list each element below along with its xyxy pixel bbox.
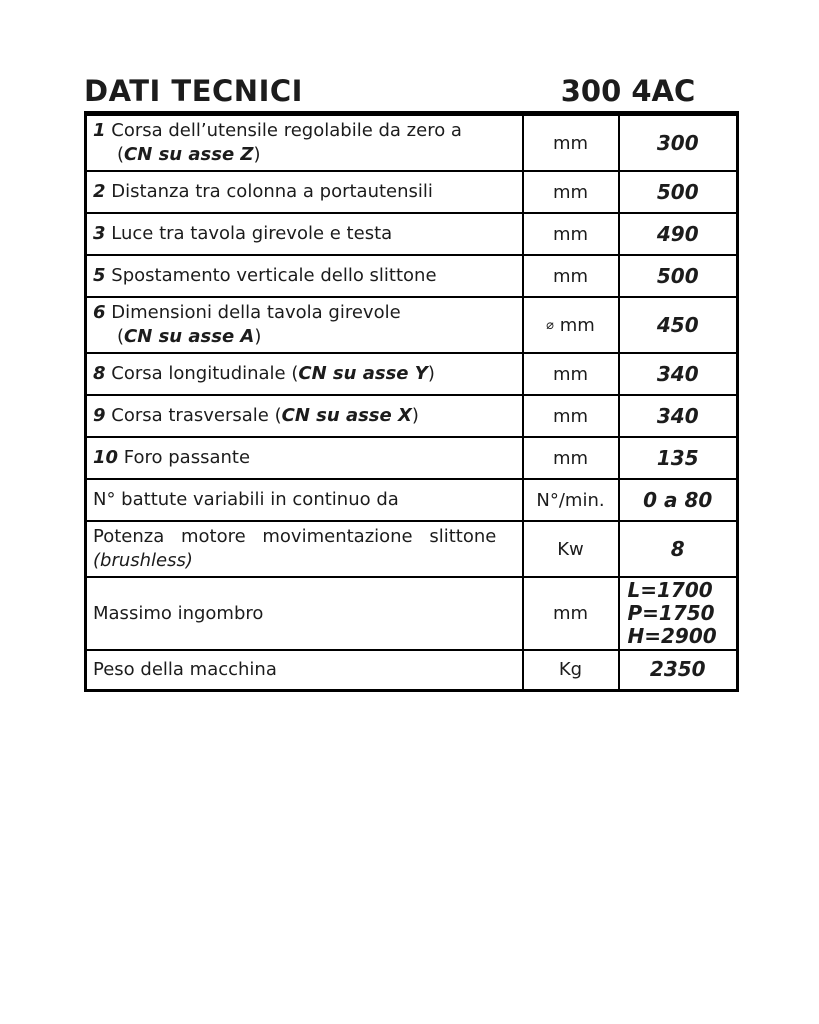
value-cell: 8 bbox=[619, 521, 738, 577]
table-row bbox=[86, 297, 738, 353]
unit-cell: mm bbox=[523, 395, 619, 437]
page-title: DATI TECNICI bbox=[84, 74, 303, 108]
spec-label-cell: 2 Distanza tra colonna a portautensili bbox=[86, 171, 523, 213]
value-cell bbox=[619, 577, 738, 650]
spec-label-cell: Peso della macchina bbox=[86, 650, 523, 690]
spec-number: 8 bbox=[93, 363, 106, 384]
spec-label-cell: 9 Corsa trasversale (CN su asse X) bbox=[86, 395, 523, 437]
table-row bbox=[86, 255, 738, 297]
value-cell: 340 bbox=[619, 395, 738, 437]
table-row bbox=[86, 479, 738, 521]
tech-data-table bbox=[84, 111, 739, 692]
value-cell: 500 bbox=[619, 171, 738, 213]
spec-label-line1: 6 Dimensioni della tavola girevole bbox=[93, 302, 401, 323]
spec-number: 10 bbox=[93, 447, 119, 468]
spec-label-cell bbox=[86, 521, 523, 577]
unit-cell: mm bbox=[523, 213, 619, 255]
spec-number: 6 bbox=[93, 302, 106, 323]
value-cell: 0 a 80 bbox=[619, 479, 738, 521]
unit-cell: Kg bbox=[523, 650, 619, 690]
spec-label-cell bbox=[86, 114, 523, 172]
spec-label-cell: 8 Corsa longitudinale (CN su asse Y) bbox=[86, 353, 523, 395]
table-row bbox=[86, 114, 738, 172]
unit-cell: N°/min. bbox=[523, 479, 619, 521]
spec-label-line1: 1 Corsa dell’utensile regolabile da zero a bbox=[93, 120, 462, 141]
spec-label-line2: (brushless) bbox=[93, 550, 193, 571]
spec-number: 1 bbox=[93, 120, 106, 141]
unit-cell: mm bbox=[523, 437, 619, 479]
value-cell: 340 bbox=[619, 353, 738, 395]
diameter-symbol: ⌀ bbox=[546, 317, 554, 333]
table-row bbox=[86, 213, 738, 255]
spec-number: 3 bbox=[93, 223, 106, 244]
unit-cell: ⌀ mm bbox=[523, 297, 619, 353]
unit-cell: mm bbox=[523, 577, 619, 650]
spec-label-cell: Massimo ingombro bbox=[86, 577, 523, 650]
spec-label-cell bbox=[86, 297, 523, 353]
value-cell: 2350 bbox=[619, 650, 738, 690]
table-row bbox=[86, 521, 738, 577]
table-row bbox=[86, 353, 738, 395]
value-cell: 450 bbox=[619, 297, 738, 353]
table-row bbox=[86, 395, 738, 437]
unit-cell: mm bbox=[523, 114, 619, 172]
value-cell: 500 bbox=[619, 255, 738, 297]
spec-number: 5 bbox=[93, 265, 106, 286]
value-line: L=1700 bbox=[627, 578, 713, 602]
spec-label-line2: (CN su asse Z) bbox=[117, 144, 261, 165]
spec-label-cell: 5 Spostamento verticale dello slittone bbox=[86, 255, 523, 297]
value-line: H=2900 bbox=[627, 624, 717, 648]
spec-label-line1: Potenza motore movimentazione slittone bbox=[93, 526, 497, 547]
spec-label-line2: (CN su asse A) bbox=[117, 326, 262, 347]
spec-label-cell: N° battute variabili in continuo da bbox=[86, 479, 523, 521]
spec-number: 9 bbox=[93, 405, 106, 426]
table-header bbox=[84, 74, 736, 108]
value-cell: 490 bbox=[619, 213, 738, 255]
spec-label-cell: 3 Luce tra tavola girevole e testa bbox=[86, 213, 523, 255]
unit-cell: mm bbox=[523, 353, 619, 395]
spec-label-cell: 10 Foro passante bbox=[86, 437, 523, 479]
unit-cell: mm bbox=[523, 171, 619, 213]
unit-cell: Kw bbox=[523, 521, 619, 577]
table-row bbox=[86, 650, 738, 690]
unit-cell: mm bbox=[523, 255, 619, 297]
value-cell: 135 bbox=[619, 437, 738, 479]
table-row bbox=[86, 577, 738, 650]
table-row bbox=[86, 437, 738, 479]
value-cell: 300 bbox=[619, 114, 738, 172]
model-label: 300 4AC bbox=[560, 74, 696, 108]
spec-number: 2 bbox=[93, 181, 106, 202]
table-row bbox=[86, 171, 738, 213]
value-line: P=1750 bbox=[627, 601, 715, 625]
